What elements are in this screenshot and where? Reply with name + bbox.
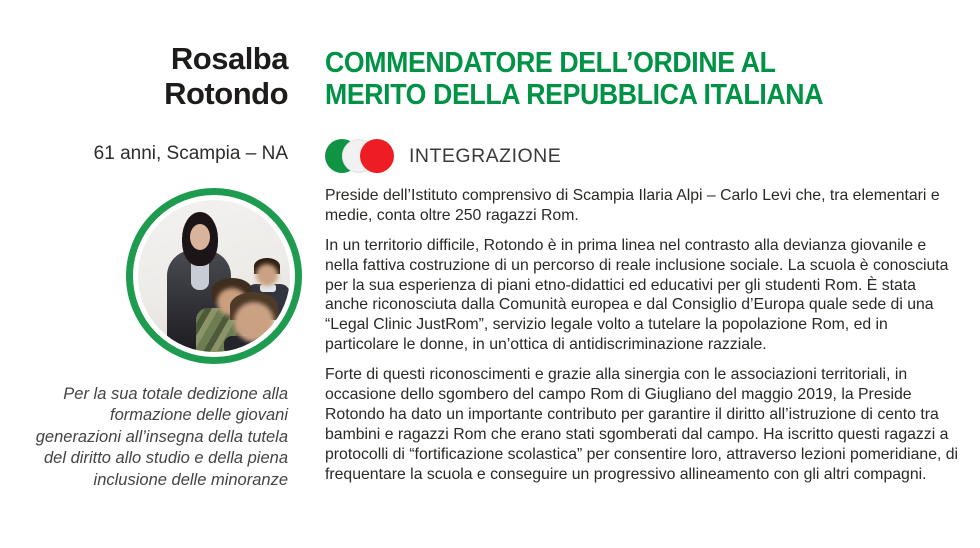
biography-paragraph-3: Forte di questi riconoscimenti e grazie alla sinergia con le associazioni territoriali, in occasione dello sgombero del campo Rom di Giugliano del maggio 2019, la Preside Rotondo ha dato un importante contributo per garantire il diritto all’istruzione di cento tra bambini e ragazzi Rom che erano stati sgomberati dal campo. Ha iscritto questi ragazzi a protocolli di “fortificazione scolastica” per consentire loro, attraverso lezioni pomeridiane, di frequentare la scuola e conseguire un progressivo allineamento con gli altri compagni. [325,366,959,483]
woman-face [190,224,210,250]
italian-flag-circles-icon [325,139,395,173]
person-age-location: 61 anni, Scampia – NA [93,143,288,164]
dedication-quote: Per la sua totale dedizione alla formazione delle giovani generazioni all’insegna della tutela del diritto allo studio e della piena inclusione delle minoranze [35,385,288,489]
person-first-name: Rosalba [170,41,288,76]
biography-text [325,186,959,494]
category-label: INTEGRAZIONE [409,144,562,167]
child-face-bottom [234,302,274,342]
flag-red-circle [360,139,394,173]
award-title-line2: MERITO DELLA REPUBBLICA ITALIANA [325,78,824,111]
child-face-right [256,264,278,286]
award-title-line1: COMMENDATORE DELL’ORDINE AL [325,47,776,79]
biography-paragraph-2: In un territorio difficile, Rotondo è in prima linea nel contrasto alla devianza giovanile e nella fattiva costruzione di un percorso di reale inclusione sociale. La scuola è conosciuta per la sua esperienza di piani etno-didattici ed educativi per gli studenti Rom. È stata anche riconosciuta dalla Comunità europea e dal Consiglio d’Europa quale sede di una “Legal Clinic JustRom”, servizio legale volto a tutelare la popolazione Rom, ed in particolare le donne, in un’ottica di antidiscriminazione razziale. [325,236,949,354]
award-title [325,48,866,112]
profile-photo [126,188,302,364]
person-last-name: Rotondo [164,75,288,111]
category-row [325,139,561,173]
biography-paragraph-1: Preside dell’Istituto comprensivo di Scampia Ilaria Alpi – Carlo Levi che, tra elementari e medie, conta oltre 250 ragazzi Rom. [325,187,940,224]
classroom-photo-illustration [138,200,290,352]
person-name [0,42,288,111]
